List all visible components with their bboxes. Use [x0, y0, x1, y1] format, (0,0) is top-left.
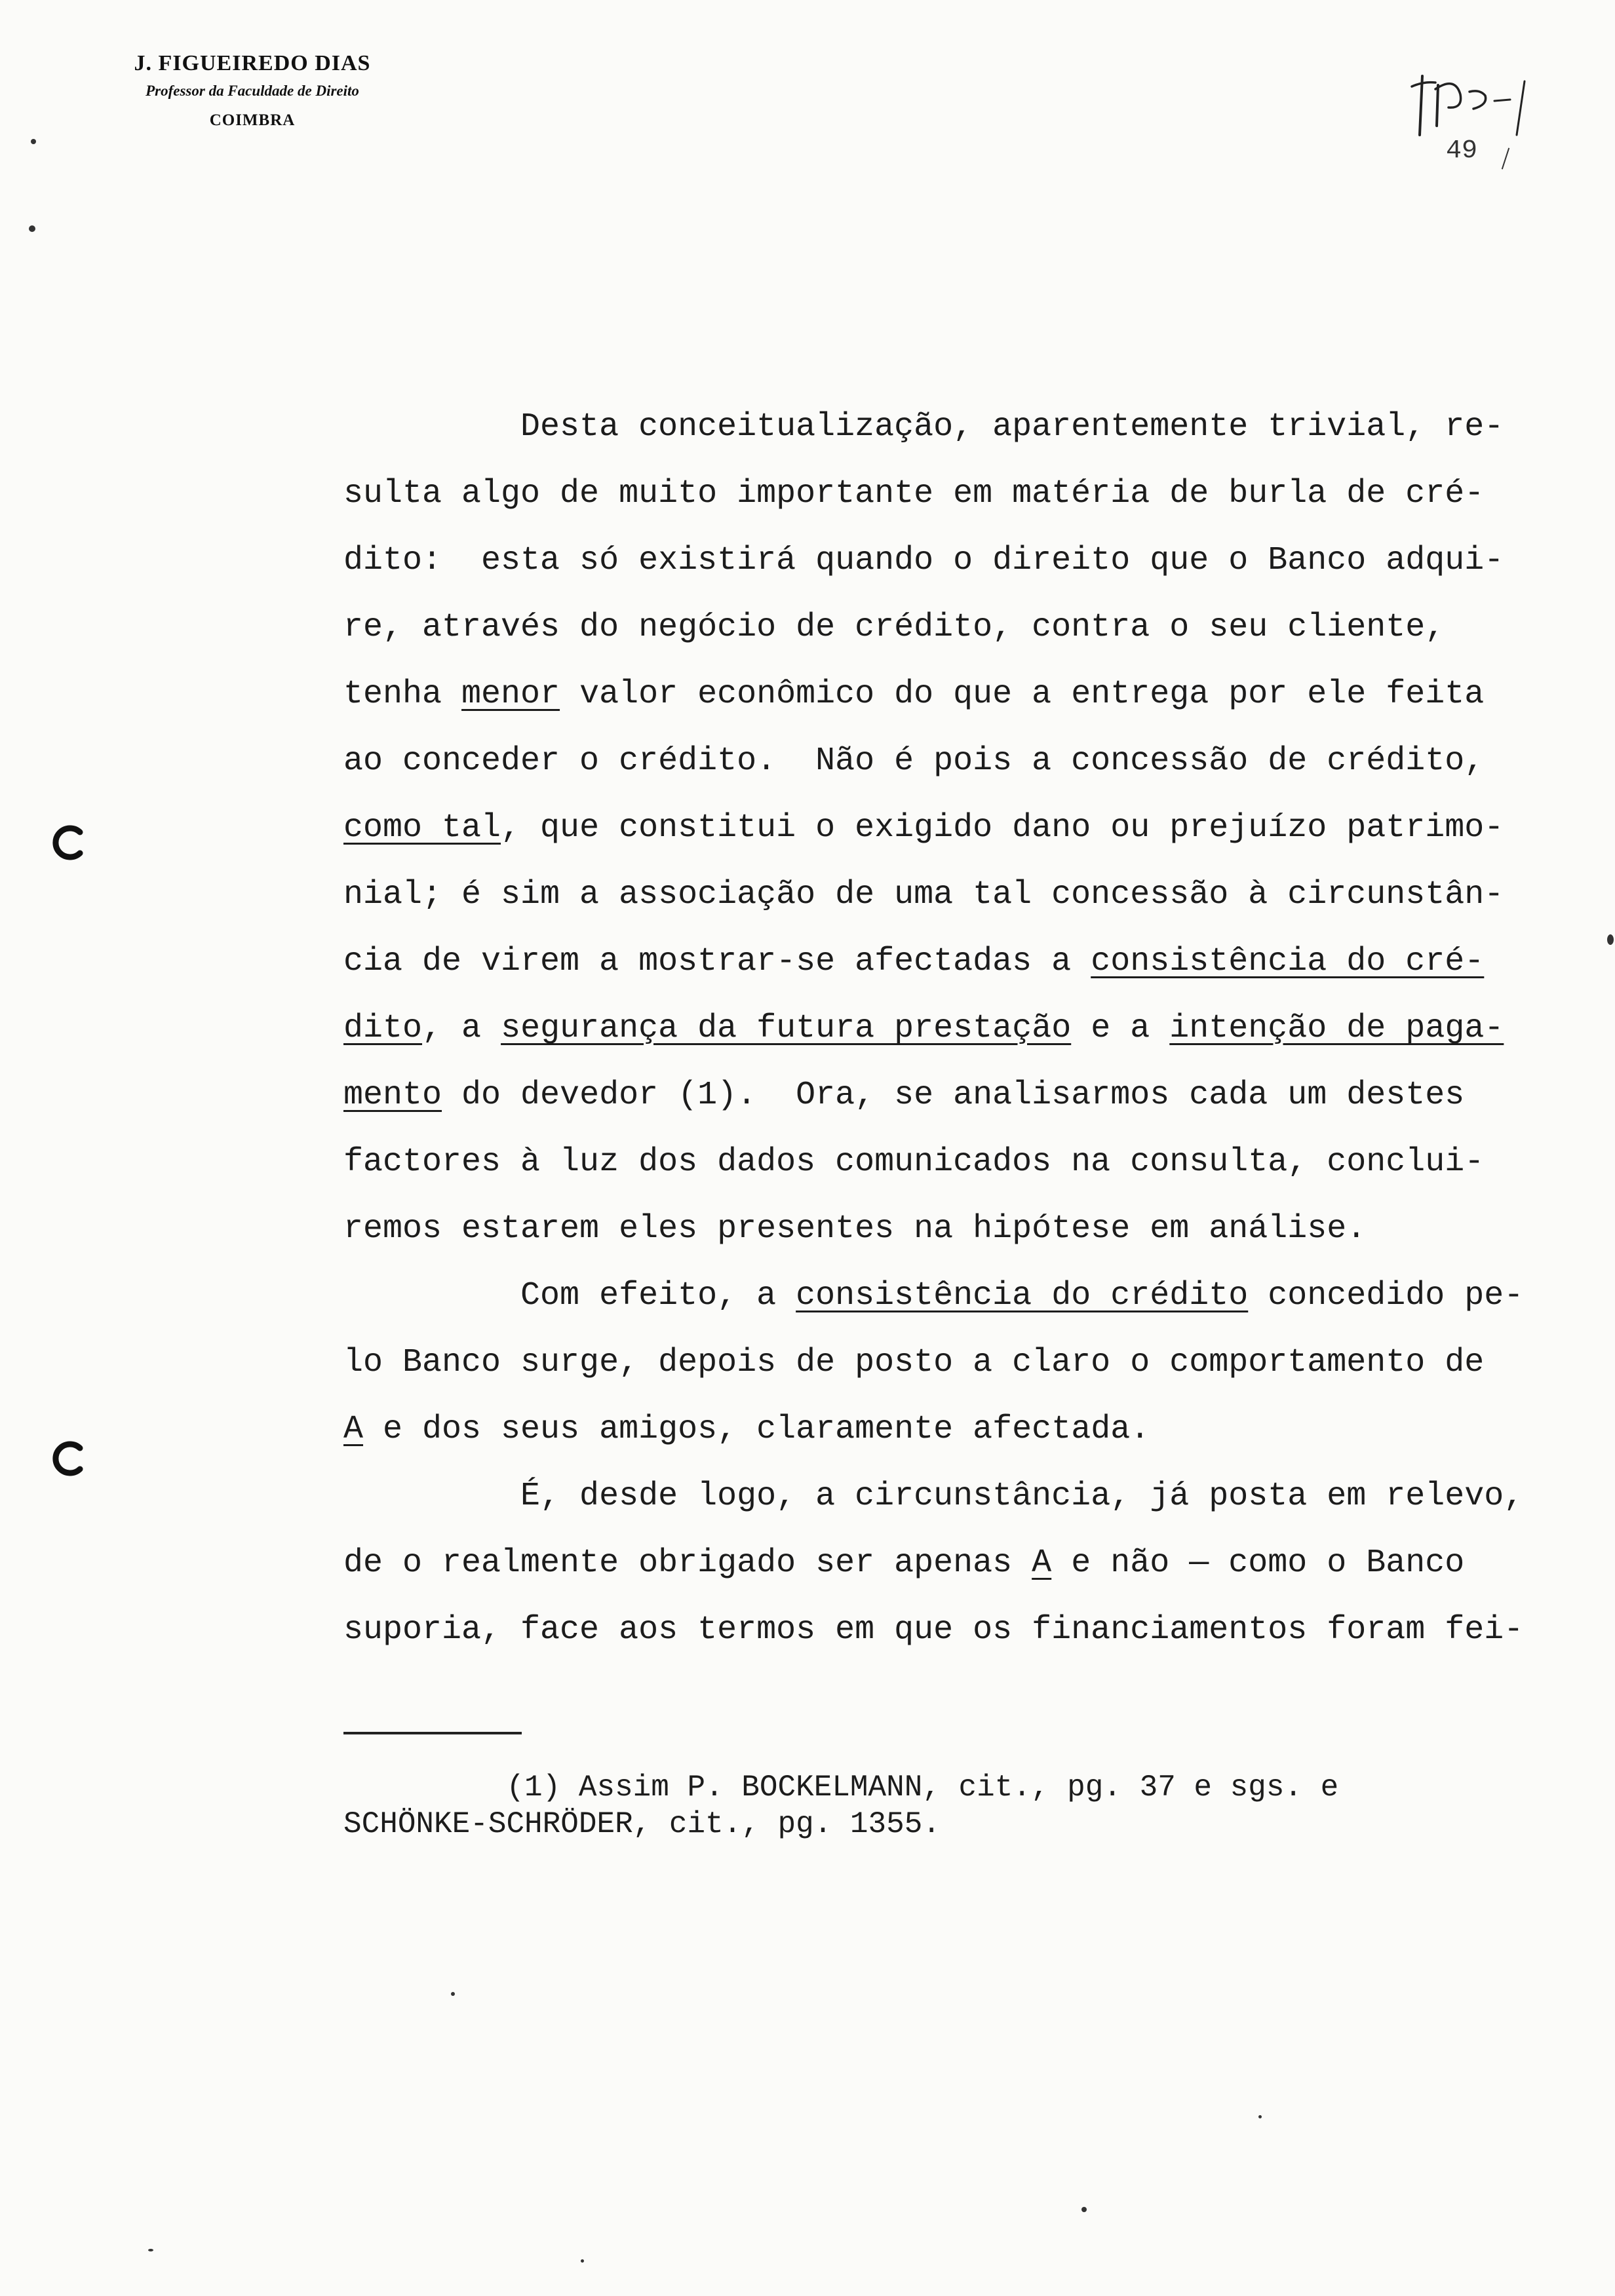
text-line — [343, 1139, 1510, 1206]
paragraph-indent — [343, 1478, 520, 1515]
text-line — [343, 939, 1510, 1006]
scan-speck — [1258, 2115, 1262, 2118]
text-line — [343, 872, 1510, 939]
scan-speck — [451, 1992, 455, 1996]
text-segment: Desta conceitualização, aparentemente trivial, re- — [520, 408, 1504, 446]
page-number-mark — [1502, 148, 1509, 170]
text-line — [343, 1474, 1524, 1540]
underlined-text: como tal — [343, 809, 501, 847]
text-segment: e dos seus amigos, claramente afectada. — [363, 1411, 1150, 1448]
text-segment: valor econômico do que a entrega por ele feita — [560, 676, 1485, 713]
text-line — [343, 1540, 1510, 1607]
footnote — [343, 1769, 1510, 1843]
underlined-text: A — [1032, 1544, 1052, 1582]
paragraph — [343, 404, 1510, 1273]
text-segment: cia de virem a mostrar-se afectadas a — [343, 943, 1091, 980]
text-segment: , que constitui o exigido dano ou prejuízo patrimo- — [501, 809, 1504, 847]
underlined-text: consistência do crédito — [796, 1277, 1249, 1314]
underlined-text: consistência do cré- — [1091, 943, 1485, 980]
text-segment: tenha — [343, 676, 462, 713]
text-line — [343, 605, 1510, 672]
scan-speck — [1081, 2207, 1087, 2212]
paragraph-indent — [343, 1277, 520, 1314]
text-segment: ao conceder o crédito. Não é pois a concessão de crédito, — [343, 742, 1485, 780]
text-segment: dito: esta só existirá quando o direito que o Banco adqui- — [343, 542, 1504, 579]
text-segment: suporia, face aos termos em que os financiamentos foram fei- — [343, 1611, 1524, 1649]
underlined-text: mento — [343, 1077, 442, 1114]
underlined-text: dito — [343, 1010, 423, 1047]
text-line — [343, 1073, 1510, 1139]
text-segment: nial; é sim a associação de uma tal concessão à circunstân- — [343, 876, 1504, 913]
text-segment: concedido pe- — [1248, 1277, 1524, 1314]
text-line — [343, 1340, 1510, 1407]
text-segment: e não — como o Banco — [1051, 1544, 1465, 1582]
letterhead-role: Professor da Faculdade de Direito — [146, 83, 359, 99]
handwritten-initials-icon — [1409, 63, 1560, 148]
text-segment: factores à luz dos dados comunicados na consulta, conclui- — [343, 1143, 1485, 1181]
paragraph-indent — [343, 408, 520, 446]
letterhead-city: COIMBRA — [209, 111, 296, 129]
text-line — [343, 1206, 1510, 1273]
text-line — [343, 1607, 1524, 1674]
footnote-separator — [343, 1732, 522, 1734]
text-segment: remos estarem eles presentes na hipótese em análise. — [343, 1210, 1367, 1248]
text-line — [343, 1006, 1510, 1073]
paragraph — [343, 1273, 1524, 1474]
underlined-text: menor — [461, 676, 560, 713]
scan-speck — [148, 2249, 153, 2251]
text-segment: e a — [1071, 1010, 1170, 1047]
text-line — [343, 805, 1510, 872]
footnote-line: SCHÖNKE-SCHRÖDER, cit., pg. 1355. — [343, 1807, 941, 1841]
text-line — [343, 404, 1510, 471]
text-line — [343, 471, 1510, 538]
text-segment: Com efeito, a — [520, 1277, 796, 1314]
text-segment: sulta algo de muito importante em matéria de burla de cré- — [343, 475, 1485, 512]
text-segment: do devedor (1). Ora, se analisarmos cada um destes — [442, 1077, 1465, 1114]
body-text — [343, 404, 1524, 1674]
scan-speck — [29, 225, 35, 232]
underlined-text: intenção de paga- — [1169, 1010, 1504, 1047]
binder-hole-icon — [49, 1439, 88, 1478]
text-segment: de o realmente obrigado ser apenas — [343, 1544, 1032, 1582]
text-line — [343, 538, 1510, 605]
text-segment: lo Banco surge, depois de posto a claro o comportamento de — [343, 1344, 1485, 1381]
binder-hole-icon — [49, 823, 88, 862]
text-line — [343, 1407, 1510, 1474]
letterhead-name: J. FIGUEIREDO DIAS — [134, 51, 371, 75]
text-line — [343, 1273, 1524, 1340]
text-segment: re, através do negócio de crédito, contra o seu cliente, — [343, 609, 1445, 646]
scan-speck — [1607, 934, 1614, 945]
underlined-text: segurança da futura prestação — [501, 1010, 1072, 1047]
footnote-line: (1) Assim P. BOCKELMANN, cit., pg. 37 e sgs. e — [343, 1770, 1339, 1805]
underlined-text: A — [343, 1411, 364, 1448]
paragraph — [343, 1474, 1524, 1674]
page-number: 49 — [1446, 136, 1478, 166]
scan-speck — [581, 2259, 584, 2263]
scan-speck — [31, 139, 36, 144]
text-line — [343, 672, 1510, 738]
text-segment: É, desde logo, a circunstância, já posta em relevo, — [520, 1478, 1524, 1515]
text-segment: , a — [422, 1010, 501, 1047]
letterhead — [98, 51, 406, 130]
text-line — [343, 738, 1510, 805]
